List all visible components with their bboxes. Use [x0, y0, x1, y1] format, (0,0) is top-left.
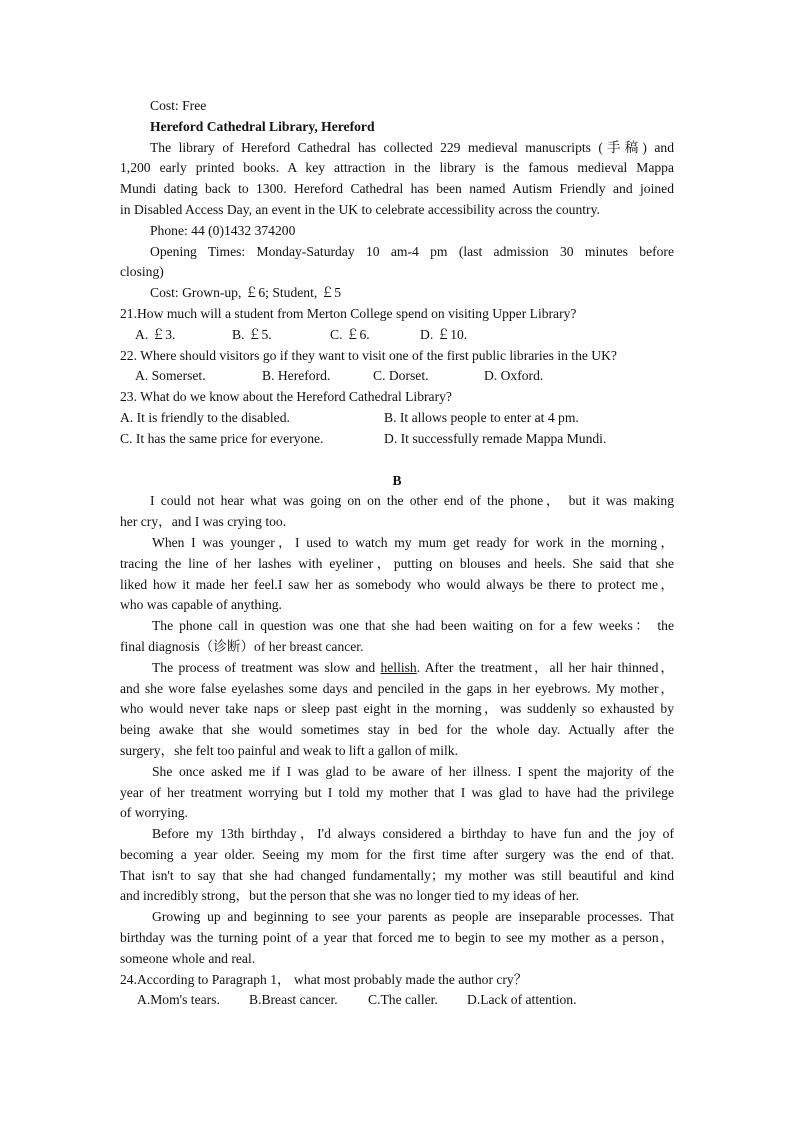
- question-23-options-row1: [120, 408, 674, 429]
- library-heading: Hereford Cathedral Library, Hereford: [150, 118, 375, 134]
- para-line: of worrying.: [120, 805, 188, 821]
- para-line: final diagnosis（诊断）of her breast cancer.: [120, 638, 364, 654]
- option: B. It allows people to enter at 4 pm.: [384, 409, 579, 425]
- para-line: Before my 13th birthday，I'd always considered a birthday to have fun and the joy of: [152, 826, 674, 842]
- cost: Cost: Grown-up, ￡6; Student, ￡5: [150, 285, 342, 301]
- option: C. Dorset.: [373, 368, 429, 384]
- option: D. ￡10.: [420, 326, 468, 342]
- underlined-word: hellish: [380, 659, 417, 675]
- question-21: 21.How much will a student from Merton College spend on visiting Upper Library?: [120, 305, 577, 321]
- option: A. Somerset.: [135, 368, 206, 384]
- para-line: I could not hear what was going on on the other end of the phone， but it was making: [150, 493, 674, 509]
- question-21-options: [120, 325, 674, 346]
- question-22: 22. Where should visitors go if they want to visit one of the first public libraries in the UK?: [120, 347, 617, 363]
- option: D.Lack of attention.: [467, 992, 577, 1008]
- opening-times-cont: closing): [120, 264, 164, 280]
- para-line: liked how it made her feel.I saw her as somebody who would always be there to protect me，: [120, 576, 674, 592]
- para-line: Mundi dating back to 1300. Hereford Cathedral has been named Autism Friendly and joined: [120, 181, 674, 197]
- option: C. It has the same price for everyone.: [120, 430, 324, 446]
- question-23: 23. What do we know about the Hereford Cathedral Library?: [120, 389, 452, 405]
- para-line: She once asked me if I was glad to be aware of her illness. I spent the majority of the: [152, 763, 674, 779]
- option: B. ￡5.: [232, 326, 272, 342]
- option: A. It is friendly to the disabled.: [120, 409, 290, 425]
- para-line: and incredibly strong，but the person that she was no longer tied to my ideas of her.: [120, 888, 580, 904]
- para-line: That isn't to say that she had changed fundamentally；my mother was still beautiful and kind: [120, 867, 674, 883]
- para-line: 1,200 early printed books. A key attraction in the library is the famous medieval Mappa: [120, 160, 674, 176]
- para-line: her cry，and I was crying too.: [120, 514, 287, 530]
- opening-times: Opening Times: Monday-Saturday 10 am-4 pm (last admission 30 minutes before: [150, 243, 674, 259]
- para-line: The library of Hereford Cathedral has collected 229 medieval manuscripts (手稿) and: [150, 139, 674, 155]
- cost-free: Cost: Free: [150, 98, 207, 113]
- option: C.The caller.: [368, 992, 438, 1008]
- option: D. Oxford.: [484, 368, 544, 384]
- para-line: who would never take naps or sleep past eight in the morning，was suddenly so exhausted by: [120, 701, 674, 717]
- question-24: 24.According to Paragraph 1， what most probably made the author cry？: [120, 971, 528, 987]
- text-run: The process of treatment was slow and: [152, 659, 381, 675]
- para-line: becoming a year older. Seeing my mom for the first time after surgery was the end of that.: [120, 846, 674, 862]
- section-b-title: B: [392, 472, 402, 488]
- para-line: and she wore false eyelashes some days and penciled in the gaps in her eyebrows. My mother，: [120, 680, 674, 696]
- para-line: tracing the line of her lashes with eyeliner，putting on blouses and heels. She said that she: [120, 555, 674, 571]
- option: A. ￡3.: [135, 326, 176, 342]
- para-line: year of her treatment worrying but I told my mother that I was glad to have had the privilege: [120, 784, 674, 800]
- para-line: surgery，she felt too painful and weak to lift a gallon of milk.: [120, 742, 459, 758]
- para-line: Growing up and beginning to see your parents as people are inseparable processes. That: [152, 909, 674, 925]
- para-line: [120, 658, 674, 679]
- para-line: who was capable of anything.: [120, 597, 282, 613]
- para-line: When I was younger，I used to watch my mum get ready for work in the morning，: [152, 534, 674, 550]
- document-page: [120, 96, 674, 1011]
- option: C. ￡6.: [330, 326, 370, 342]
- option: B. Hereford.: [262, 368, 331, 384]
- text-run: . After the treatment，all her hair thinned，: [416, 659, 674, 675]
- para-line: someone whole and real.: [120, 950, 256, 966]
- option: B.Breast cancer.: [249, 992, 338, 1008]
- para-line: birthday was the turning point of a year that forced me to begin to see my mother as a person，: [120, 930, 674, 946]
- phone: Phone: 44 (0)1432 374200: [150, 222, 296, 238]
- option: A.Mom's tears.: [137, 992, 220, 1008]
- question-22-options: [120, 366, 674, 387]
- para-line: being awake that she would sometimes stay in bed for the whole day. Actually after the: [120, 722, 674, 738]
- question-24-options: [120, 990, 674, 1011]
- option: D. It successfully remade Mappa Mundi.: [384, 430, 607, 446]
- question-23-options-row2: [120, 429, 674, 450]
- para-line: The phone call in question was one that she had been waiting on for a few weeks： the: [152, 618, 674, 634]
- para-line: in Disabled Access Day, an event in the UK to celebrate accessibility across the country.: [120, 201, 600, 217]
